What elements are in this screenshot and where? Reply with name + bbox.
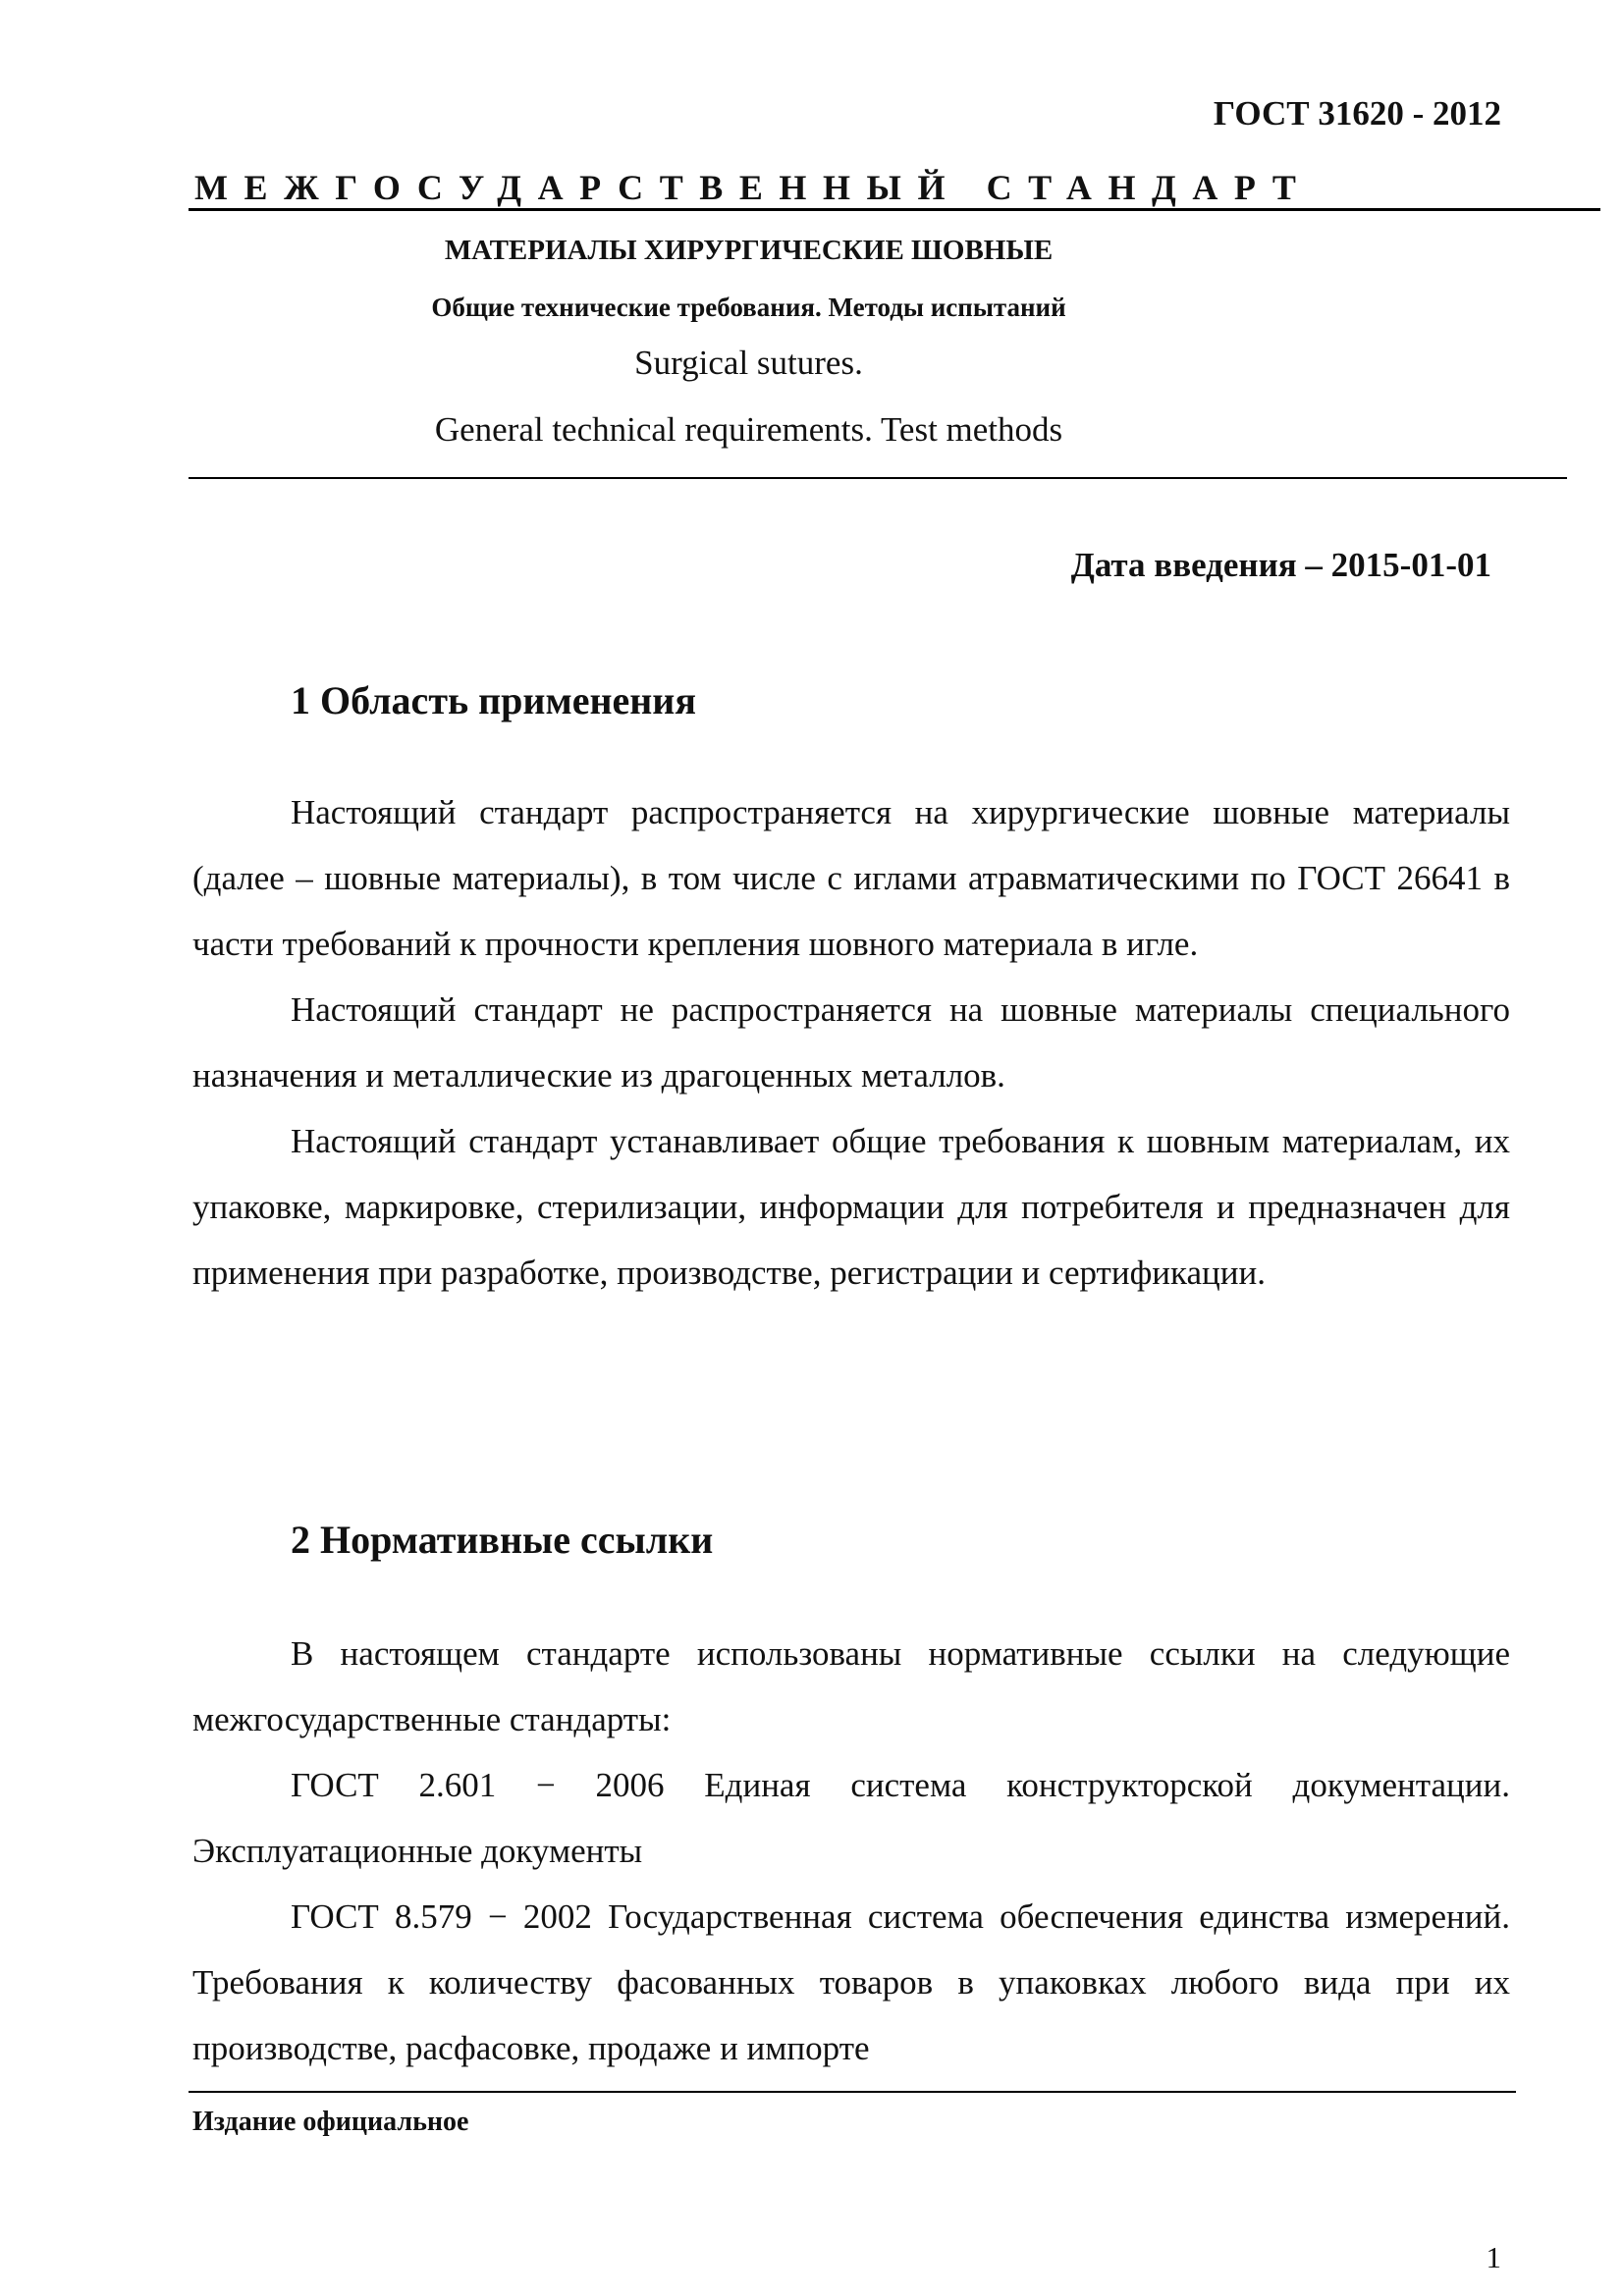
standard-banner: МЕЖГОСУДАРСТВЕННЫЙ СТАНДАРТ (194, 168, 1313, 207)
page-number: 1 (1486, 2240, 1501, 2274)
document-number: ГОСТ 31620 - 2012 (1213, 94, 1501, 133)
title-english: Surgical sutures. (634, 344, 863, 382)
section-body-references (192, 1621, 1510, 2081)
title-russian: МАТЕРИАЛЫ ХИРУРГИЧЕСКИЕ ШОВНЫЕ (444, 235, 1054, 266)
paragraph: Настоящий стандарт распространяется на хирургические шовные материалы (далее – шовные материалы), в том числе с иглами атравматическими по ГОСТ 26641 в части требований к прочности крепления шовного материала в игле. (192, 793, 1510, 963)
top-divider (189, 208, 1600, 211)
section-body-scope (192, 779, 1510, 1306)
title-divider (189, 477, 1567, 479)
reference-item: ГОСТ 2.601 − 2006 Единая система конструкторской документации. Эксплуатационные документы (192, 1766, 1510, 1870)
paragraph: Настоящий стандарт не распространяется на шовные материалы специального назначения и металлические из драгоценных металлов. (192, 990, 1510, 1095)
footer-divider (189, 2091, 1516, 2093)
paragraph: В настоящем стандарте использованы нормативные ссылки на следующие межгосударственные стандарты: (192, 1634, 1510, 1738)
paragraph: Настоящий стандарт устанавливает общие требования к шовным материалам, их упаковке, маркировке, стерилизации, информации для потребителя и предназначен для применения при разработке, производстве, регистрации и сертификации. (192, 1122, 1510, 1292)
official-edition-label: Издание официальное (192, 2107, 469, 2137)
section-heading-references: 2 Нормативные ссылки (291, 1518, 714, 1562)
introduction-date: Дата введения – 2015-01-01 (1070, 546, 1491, 584)
subtitle-english: General technical requirements. Test methods (434, 410, 1063, 449)
section-heading-scope: 1 Область применения (291, 678, 696, 722)
reference-item: ГОСТ 8.579 − 2002 Государственная система обеспечения единства измерений. Требования к количеству фасованных товаров в упаковках любого вида при их производстве, расфасовке, продаже и импорте (192, 1897, 1510, 2067)
subtitle-russian: Общие технические требования. Методы испытаний (431, 293, 1066, 322)
